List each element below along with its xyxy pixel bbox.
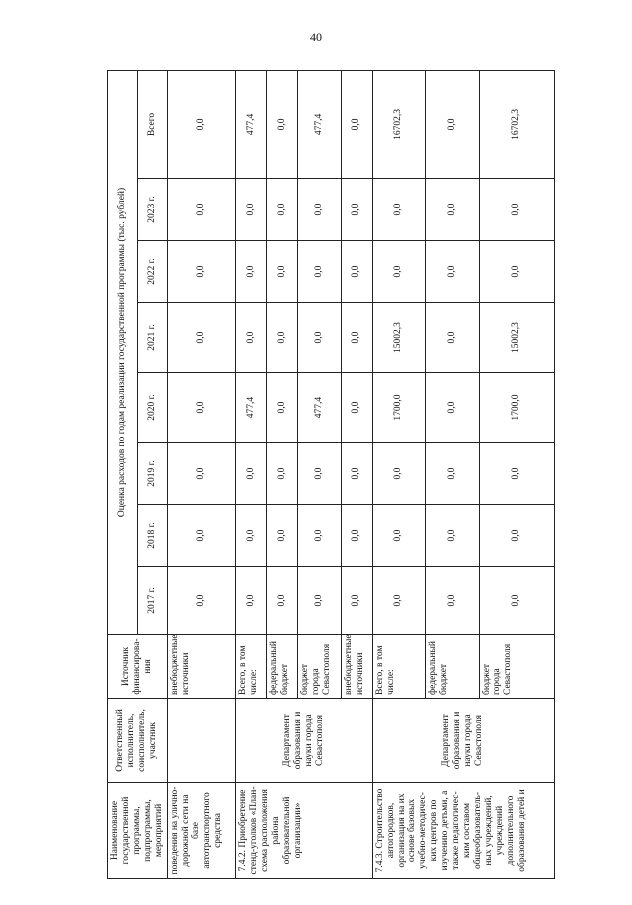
value-cell: 0,0 bbox=[236, 505, 267, 567]
value-cell: 0,0 bbox=[267, 179, 298, 241]
value-cell: 0,0 bbox=[341, 179, 372, 241]
value-cell: 0,0 bbox=[267, 505, 298, 567]
col-header-name: Наименование государственной программы, подпрограммы, мероприятий bbox=[108, 783, 168, 879]
value-cell: 15002,3 bbox=[479, 303, 554, 373]
funding-source: федеральный бюджет bbox=[426, 635, 479, 699]
col-header-year: 2022 г. bbox=[137, 241, 167, 303]
total-cell: 477,4 bbox=[236, 70, 267, 178]
total-cell: 16702,3 bbox=[372, 70, 425, 178]
value-cell: 0,0 bbox=[298, 505, 342, 567]
col-header-year: 2019 г. bbox=[137, 443, 167, 505]
table-row bbox=[167, 70, 236, 878]
table-row bbox=[372, 70, 425, 878]
total-cell: 477,4 bbox=[298, 70, 342, 178]
value-cell: 0,0 bbox=[341, 505, 372, 567]
value-cell: 15002,3 bbox=[372, 303, 425, 373]
value-cell: 0,0 bbox=[372, 179, 425, 241]
total-cell: 0,0 bbox=[267, 70, 298, 178]
col-header-source: Источник финансирова-ния bbox=[108, 635, 168, 699]
total-cell: 0,0 bbox=[341, 70, 372, 178]
value-cell: 0,0 bbox=[236, 567, 267, 635]
funding-source: Всего, в том числе: bbox=[372, 635, 425, 699]
value-cell: 0,0 bbox=[426, 567, 479, 635]
value-cell: 0,0 bbox=[298, 303, 342, 373]
value-cell: 0,0 bbox=[341, 303, 372, 373]
value-cell: 0,0 bbox=[341, 443, 372, 505]
value-cell: 0,0 bbox=[479, 241, 554, 303]
value-cell: 0,0 bbox=[426, 179, 479, 241]
value-cell: 0,0 bbox=[426, 505, 479, 567]
measure-name: 7.4.3. Строительство автогородков, организация на их основе базовых учебно-методичес-ких центров по изучению детьми, а также педагогичес-ким составом общеобразователь-ных учреждений, учреждений дополнительного образования детей и bbox=[372, 783, 554, 879]
value-cell: 477,4 bbox=[298, 373, 342, 443]
col-header-year: 2018 г. bbox=[137, 505, 167, 567]
value-cell: 0,0 bbox=[479, 567, 554, 635]
value-cell: 0,0 bbox=[341, 567, 372, 635]
value-cell: 0,0 bbox=[298, 567, 342, 635]
value-cell: 0,0 bbox=[341, 373, 372, 443]
value-cell: 0,0 bbox=[236, 303, 267, 373]
funding-source: федеральный бюджет bbox=[267, 635, 298, 699]
value-cell: 0,0 bbox=[267, 443, 298, 505]
value-cell: 1700,0 bbox=[479, 373, 554, 443]
funding-source: внебюджетные источники bbox=[167, 635, 236, 699]
col-header-total: Всего bbox=[137, 70, 167, 178]
col-header-year: 2017 г. bbox=[137, 567, 167, 635]
value-cell: 0,0 bbox=[267, 303, 298, 373]
col-header-executor: Ответственный исполнитель, соисполнитель, участник bbox=[108, 699, 168, 783]
value-cell: 0,0 bbox=[267, 241, 298, 303]
executor-cell: Департамент образования и науки города Севастополя bbox=[236, 699, 372, 783]
value-cell: 0,0 bbox=[167, 373, 236, 443]
value-cell: 0,0 bbox=[372, 567, 425, 635]
total-cell: 0,0 bbox=[167, 70, 236, 178]
rotated-table-container bbox=[107, 71, 527, 879]
value-cell: 0,0 bbox=[167, 443, 236, 505]
value-cell: 0,0 bbox=[341, 241, 372, 303]
value-cell: 0,0 bbox=[298, 241, 342, 303]
total-cell: 0,0 bbox=[426, 70, 479, 178]
total-cell: 16702,3 bbox=[479, 70, 554, 178]
value-cell: 0,0 bbox=[267, 373, 298, 443]
value-cell: 0,0 bbox=[426, 443, 479, 505]
funding-source: Всего, в том числе: bbox=[236, 635, 267, 699]
col-header-year: 2020 г. bbox=[137, 373, 167, 443]
value-cell: 0,0 bbox=[479, 505, 554, 567]
value-cell: 0,0 bbox=[167, 179, 236, 241]
value-cell: 0,0 bbox=[267, 567, 298, 635]
page-number: 40 bbox=[310, 30, 322, 44]
value-cell: 0,0 bbox=[236, 241, 267, 303]
funding-source: бюджет города Севастополя bbox=[298, 635, 342, 699]
executor-cell bbox=[167, 699, 236, 783]
value-cell: 1700,0 bbox=[372, 373, 425, 443]
funding-source: внебюджетные источники bbox=[341, 635, 372, 699]
value-cell: 0,0 bbox=[426, 241, 479, 303]
budget-table bbox=[107, 70, 555, 879]
value-cell: 0,0 bbox=[426, 303, 479, 373]
value-cell: 0,0 bbox=[426, 373, 479, 443]
value-cell: 0,0 bbox=[479, 443, 554, 505]
col-header-year: 2021 г. bbox=[137, 303, 167, 373]
value-cell: 0,0 bbox=[372, 443, 425, 505]
value-cell: 0,0 bbox=[298, 443, 342, 505]
measure-name: поведения на улично-дорожной сети на базе автотранспортного средства bbox=[167, 783, 236, 879]
col-header-year: 2023 г. bbox=[137, 179, 167, 241]
value-cell: 0,0 bbox=[298, 179, 342, 241]
value-cell: 0,0 bbox=[167, 505, 236, 567]
col-header-estimate: Оценка расходов по годам реализации государственной программы (тыс. рублей) bbox=[108, 70, 138, 634]
value-cell: 0,0 bbox=[479, 179, 554, 241]
table-row bbox=[236, 70, 267, 878]
value-cell: 0,0 bbox=[236, 443, 267, 505]
funding-source: бюджет города Севастополя bbox=[479, 635, 554, 699]
value-cell: 0,0 bbox=[167, 567, 236, 635]
value-cell: 0,0 bbox=[372, 505, 425, 567]
value-cell: 0,0 bbox=[167, 303, 236, 373]
value-cell: 0,0 bbox=[167, 241, 236, 303]
value-cell: 0,0 bbox=[372, 241, 425, 303]
value-cell: 477,4 bbox=[236, 373, 267, 443]
header-row-1 bbox=[108, 70, 138, 878]
value-cell: 0,0 bbox=[236, 179, 267, 241]
executor-cell: Департамент образования и науки города Севастополя bbox=[372, 699, 554, 783]
measure-name: 7.4.2. Приобретение стенд-уголков «План-схема расположения района образовательной организации» bbox=[236, 783, 372, 879]
